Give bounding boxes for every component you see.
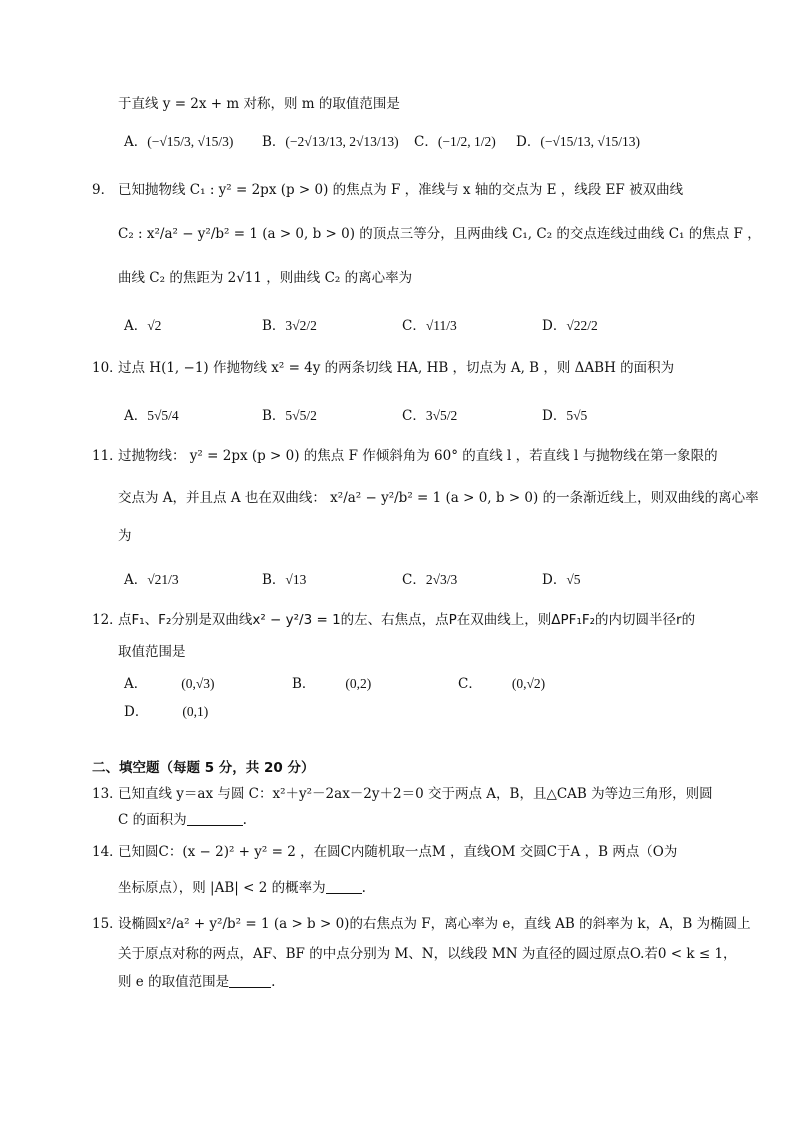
q12-line1: 点F₁、F₂分别是双曲线x² − y²/3 = 1的左、右焦点，点P在双曲线上，则ΔPF₁F₂的内切圆半径r的	[118, 612, 696, 628]
q14-number: 14．	[92, 844, 123, 860]
q8-option-a-text: (−√15/3, √15/3)	[147, 134, 234, 149]
q8-option-a: A．(−√15/3, √15/3)	[124, 134, 234, 150]
q10-option-a: A．5√5/4	[124, 408, 179, 424]
q9-option-b: B．3√2/2	[262, 318, 317, 334]
q11-number: 11．	[92, 448, 123, 464]
q10-option-c: C．3√5/2	[402, 408, 458, 424]
q8-option-c-text: (−1/2, 1/2)	[437, 134, 496, 149]
q14-line2: 坐标原点），则 |AB| < 2 的概率为 .	[118, 880, 366, 896]
q12-option-c: C． (0,√2)	[458, 676, 546, 692]
q15-answer-blank[interactable]	[229, 975, 271, 988]
q11-line2: 交点为 A，并且点 A 也在双曲线： x²/a² − y²/b² = 1 (a > 0, b > 0) 的一条渐近线上，则双曲线的离心率	[118, 490, 759, 506]
q9-option-d: D．√22/2	[542, 318, 598, 334]
q13-number: 13．	[92, 786, 123, 802]
q10-number: 10．	[92, 360, 123, 376]
q8-option-b-text: (−2√13/13, 2√13/13)	[285, 134, 399, 149]
q9-option-c: C．√11/3	[402, 318, 457, 334]
q8-continuation: 于直线 y = 2x + m 对称，则 m 的取值范围是	[118, 96, 400, 112]
q9-option-a: A．√2	[124, 318, 162, 334]
q13-line2: C 的面积为 .	[118, 812, 247, 828]
section-title-fill-in: 二、填空题（每题 5 分，共 20 分）	[92, 760, 315, 776]
q12-option-b: B． (0,2)	[292, 676, 372, 692]
q11-line3: 为	[118, 528, 132, 544]
q11-option-c: C．2√3/3	[402, 572, 458, 588]
q10-option-b: B．5√5/2	[262, 408, 317, 424]
q8-option-d: D．(−√15/13, √15/13)	[516, 134, 641, 150]
q15-line2: 关于原点对称的两点，AF、BF 的中点分别为 M、N，以线段 MN 为直径的圆过原点O.若0 < k ≤ 1，	[118, 946, 737, 962]
q11-option-a: A．√21/3	[124, 572, 179, 588]
q10-line1: 过点 H(1, −1) 作抛物线 x² = 4y 的两条切线 HA, HB ，切点为 A, B ，则 ΔABH 的面积为	[118, 360, 675, 376]
q12-number: 12．	[92, 612, 123, 628]
q8-option-b: B．(−2√13/13, 2√13/13)	[262, 134, 399, 150]
q15-number: 15．	[92, 916, 123, 932]
q8-option-d-text: (−√15/13, √15/13)	[540, 134, 641, 149]
q11-option-b: B．√13	[262, 572, 307, 588]
q9-line3: 曲线 C₂ 的焦距为 2√11 ，则曲线 C₂ 的离心率为	[118, 270, 413, 286]
q10-option-d: D．5√5	[542, 408, 588, 424]
q9-line1: 已知抛物线 C₁ : y² = 2px (p > 0) 的焦点为 F ，准线与 x 轴的交点为 E ，线段 EF 被双曲线	[118, 182, 684, 198]
q12-option-d: D． (0,1)	[124, 704, 209, 720]
q9-line2: C₂ : x²/a² − y²/b² = 1 (a > 0, b > 0) 的顶点三等分，且两曲线 C₁, C₂ 的交点连线过曲线 C₁ 的焦点 F ，	[118, 226, 761, 242]
q11-option-d: D．√5	[542, 572, 581, 588]
q14-answer-blank[interactable]	[326, 881, 362, 894]
q13-answer-blank[interactable]	[187, 813, 243, 826]
q14-line1: 已知圆C：(x − 2)² + y² = 2 ，在圆C内随机取一点M ，直线OM 交圆C于A ，B 两点（O为	[118, 844, 678, 860]
q8-option-c: C．(−1/2, 1/2)	[414, 134, 496, 150]
q15-line3: 则 e 的取值范围是 .	[118, 974, 276, 990]
q12-line2: 取值范围是	[118, 644, 186, 660]
q11-line1: 过抛物线： y² = 2px (p > 0) 的焦点 F 作倾斜角为 60° 的直线 l ，若直线 l 与抛物线在第一象限的	[118, 448, 718, 464]
q15-line1: 设椭圆x²/a² + y²/b² = 1 (a > b > 0)的右焦点为 F，离心率为 e，直线 AB 的斜率为 k，A，B 为椭圆上	[118, 916, 751, 932]
q13-line1: 已知直线 y＝ax 与圆 C：x²＋y²－2ax－2y＋2＝0 交于两点 A，B，且△CAB 为等边三角形，则圆	[118, 786, 713, 802]
q12-option-a: A． (0,√3)	[124, 676, 215, 692]
q9-number: 9．	[92, 182, 115, 198]
